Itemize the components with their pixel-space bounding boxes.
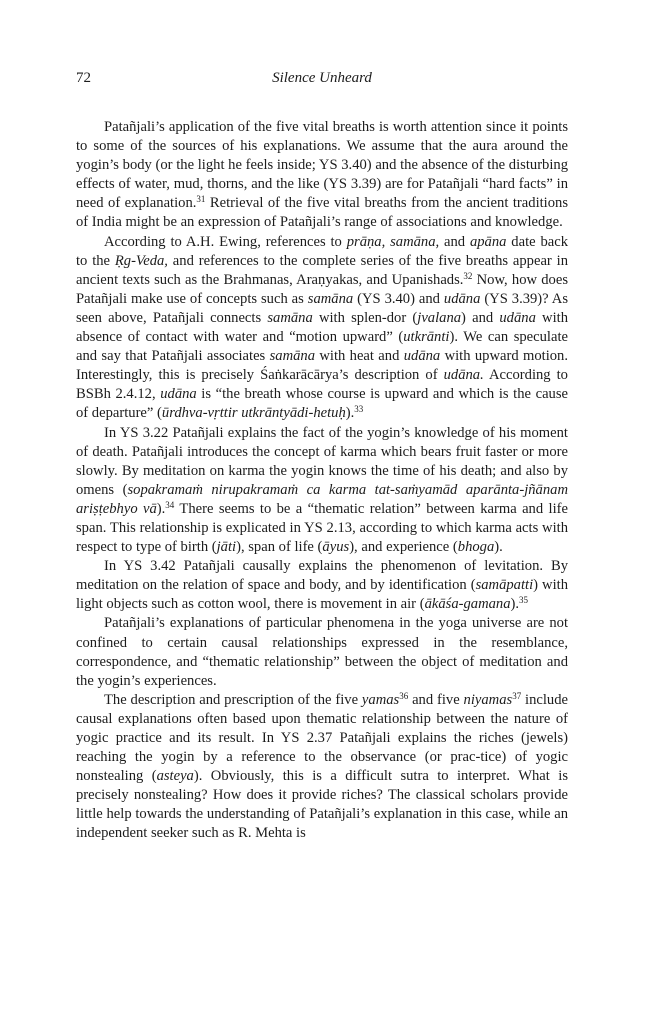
- text-run: with absence of contact with water and “motion upward” (: [76, 309, 569, 346]
- text-run: with splen-dor (: [312, 309, 418, 326]
- text-run: In YS 3.22 Patañjali explains the fact of the yogin’s knowledge of his moment of death. Patañjali introduces the concept of karma which bears fruit faster or more slowly. By meditation on karma the yogin knows the time of his death; and also by omens (: [76, 424, 568, 498]
- text-run: There seems to be a “thematic relation” between karma and life span. This relationship is explicated in YS 2.13, according to which karma acts with respect to type of birth (: [76, 500, 568, 556]
- text-run: Retrieval of the five vital breaths from the ancient traditions of India might be an expression of Patañjali’s range of associations and knowledge.: [76, 195, 569, 231]
- text-run: ).: [156, 500, 166, 517]
- text-run: The description and prescription of the five: [104, 691, 362, 708]
- italic-term: ākāśa-gamana: [424, 596, 511, 613]
- text-run: ), and experience (: [349, 539, 458, 556]
- text-run: is “the breath whose course is upward and which is the cause of departure” (: [76, 386, 568, 422]
- italic-term: prāṇa, samāna,: [346, 233, 440, 250]
- text-run: and five: [408, 691, 464, 708]
- paragraph: [76, 424, 568, 558]
- text-run: According to BSBh 2.4.12,: [76, 367, 568, 403]
- text-run: ).: [510, 596, 520, 613]
- italic-term: udāna: [499, 309, 536, 326]
- italic-term: sopakramaṁ nirupakramaṁ ca karma tat-saṁyamād aparānta-jñānam ariṣṭebhyo vā: [76, 481, 568, 517]
- text-run: (YS 3.40) and: [353, 290, 444, 307]
- italic-term: udāna: [160, 386, 197, 403]
- italic-term: utkrānti: [403, 329, 450, 346]
- italic-term: āyus: [322, 539, 350, 556]
- footnote-ref: 36: [399, 690, 409, 701]
- text-run: and references to the complete series of the five breaths appear in ancient texts such as the Brahmanas, Araṇyakas, and Upanishads.: [76, 252, 568, 288]
- paragraph: [76, 691, 568, 844]
- italic-term: jāti: [216, 539, 237, 556]
- text-run: ), span of life (: [236, 539, 323, 556]
- paragraph: [76, 118, 568, 233]
- running-head: [76, 70, 568, 94]
- footnote-ref: 35: [519, 595, 529, 606]
- italic-term: udāna: [403, 348, 441, 365]
- paragraph: [76, 557, 568, 614]
- italic-term: asteya: [156, 768, 194, 785]
- text-run: and: [439, 233, 470, 250]
- text-run: ) and: [461, 309, 500, 326]
- italic-term: jvalana: [417, 309, 462, 326]
- italic-term: udāna: [443, 290, 481, 307]
- text-run: ). We can speculate and say that Patañjali associates: [76, 329, 568, 365]
- italic-term: udāna.: [443, 367, 484, 384]
- book-title: Silence Unheard: [272, 70, 372, 86]
- text-run: include causal explanations often based upon thematic relationship between the nature of yogic practice and its result. In YS 2.37 Patañjali explains the riches (jewels) reaching the yogin by a reference to the observance (or prac-tice) of yogic nonstealing (: [76, 691, 568, 785]
- body-text: [76, 118, 568, 844]
- paragraph: [76, 233, 568, 424]
- paragraph: [76, 614, 568, 690]
- text-run: In YS 3.42 Patañjali causally explains the phenomenon of levitation. By meditation on the relation of space and body, and by identification (: [76, 558, 568, 594]
- text-run: ).: [345, 405, 355, 422]
- text-run: Patañjali’s application of the five vital breaths is worth attention since it points to some of the sources of his explanations. We assume that the aura around the yogin’s body (or the light he feels inside; YS 3.40) and the absence of the disturbing effects of water, mud, thorns, and the like (YS 3.39) are for Patañjali “hard facts” in need of explanation.: [76, 119, 568, 212]
- italic-term: bhoga: [457, 539, 495, 556]
- italic-term: niyamas: [463, 691, 513, 708]
- italic-term: samāna: [267, 309, 313, 326]
- text-run: ).: [494, 539, 503, 556]
- italic-term: yamas: [361, 691, 400, 708]
- italic-term: apāna: [469, 233, 507, 250]
- italic-term: samāpatti: [475, 577, 534, 594]
- footnote-ref: 34: [165, 499, 175, 510]
- text-run: According to A.H. Ewing, references to: [104, 233, 347, 250]
- italic-term: samāna: [307, 290, 354, 307]
- text-run: ). Obviously, this is a difficult sutra to interpret. What is precisely nonstealing? How does it provide riches? The classical scholars provide little help towards the understanding of Patañjali’s explanation in this case, while an independent seeker such as R. Mehta is: [76, 768, 568, 842]
- footnote-ref: 31: [196, 194, 206, 205]
- italic-term: samāna: [269, 348, 315, 365]
- text-run: with heat and: [315, 348, 404, 365]
- footnote-ref: 37: [512, 690, 522, 701]
- text-run: (YS 3.39)? As seen above, Patañjali connects: [76, 290, 568, 326]
- text-run: Now, how does Patañjali make use of concepts such as: [76, 271, 568, 307]
- footnote-ref: 32: [463, 270, 473, 281]
- text-run: ) with light objects such as cotton wool, there is movement in air (: [76, 577, 568, 613]
- footnote-ref: 33: [354, 404, 364, 415]
- italic-term: Ṛg-Veda,: [114, 252, 168, 269]
- text-run: with upward motion. Interestingly, this is precisely Śaṅkarācārya’s description of: [76, 348, 568, 384]
- page-number: 72: [76, 70, 91, 86]
- text-run: date back to the: [76, 233, 569, 269]
- italic-term: ūrdhva-vṛttir utkrāntyādi-hetuḥ: [161, 405, 346, 422]
- text-run: Patañjali’s explanations of particular phenomena in the yoga universe are not confined to certain causal relationships expressed in the resemblance, correspondence, and “thematic relationship” between the object of meditation and the yogin’s experiences.: [76, 615, 568, 689]
